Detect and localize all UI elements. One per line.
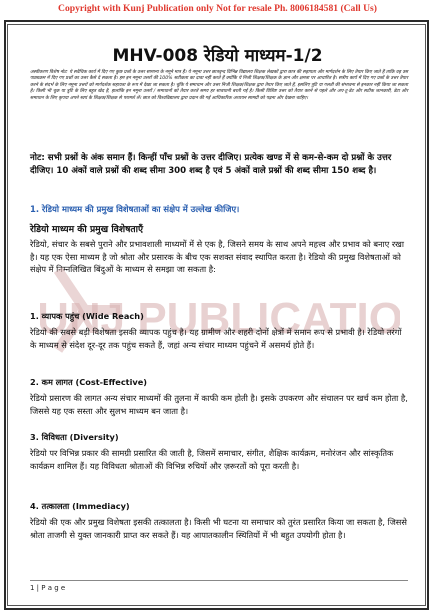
page-number: 1 | P a g e <box>30 584 66 592</box>
section-body: रेडियो की एक और प्रमुख विशेषता इसकी तत्कालता है। किसी भी घटना या समाचार को तुरंत प्रसारित किया जा सकता है, जिससे श्रोता ताजगी से युक्त जानकारी प्राप्त कर सकते हैं। यह आपातकालीन स्थितियों में भी बहुत उपयोगी होता है। <box>30 517 407 540</box>
disclaimer-text: अस्वीकरण विशेष नोट: ये सवैधिक कार्य में दिए गए कुछ प्रश्नों के उत्तर सामान्य के नमूने मात्र हैं। ये नमूना उत्तर छात्रवृन्द विभिन्न विद्यालय शिक्षक लेखकों द्वारा छात्र की सहायता और मार्गदर्शन के लिए तैयार किए जाते हैं ताकि वह उस पाठ्यक्रम में दिए गए प्रश्नों का उत्तर कैसे दे सकता है। हम इन नमूना उत्तरों की 100% सटीकता का दावा नहीं करते हैं क्योंकि ये निजी शिक्षक/शिक्षक के ज्ञान और क्षमता पर आधारित है। सत्रीय कार्य में दिए गए प्रश्नों के उत्तर तैयार करने के संदर्भ के लिए नमूना उत्तरों को मार्गदर्शक सहायता के रूप में देखा जा सकता है। चूंकि ये समाधान और उत्तर निजी शिक्षक/शिक्षक द्वारा तैयार किए जाते हैं, इसलिए त्रुटि या गलती की संभावना से इनकार नहीं किया जा सकता है। किसी भी चूक या त्रुटि के लिए बहुत खेद है, हालांकि इन नमूना उत्तरों / समाधानों को तैयार करते समय हर सावधानी बरती गई है। किसी विशिष्ट उत्तर को तैयार करने से पहले और अप-टू-डेट और सटीक जानकारी, डेटा और समाधान के लिए कृपया अपने स्वयं के शिक्षक/शिक्षक से परामर्श लें। छात्र को विश्वविद्यालय द्वारा प्रदान की गई आधिकारिक अध्ययन सामग्री को पढ़ना और देखना चाहिए। <box>30 70 408 101</box>
copyright-header: Copyright with Kunj Publication only Not for resale Ph. 8006184581 (Call Us) <box>58 3 377 14</box>
section-heading: 4. तत्कालता (Immediacy) <box>30 501 130 511</box>
section-body: रेडियो प्रसारण की लागत अन्य संचार माध्यमों की तुलना में काफी कम होती है। इसके उपकरण और संचालन पर खर्च कम होता है, जिससे यह एक सस्ता और सुलभ माध्यम बन जाता है। <box>30 393 408 416</box>
question-heading: 1. रेडियो माध्यम की प्रमुख विशेषताओं का संक्षेप में उल्लेख कीजिए। <box>30 204 240 214</box>
section-body: रेडियो की सबसे बड़ी विशेषता इसकी व्यापक पहुंच है। यह ग्रामीण और शहरी दोनों क्षेत्रों में समान रूप से प्रभावी है। रेडियो तरंगों के माध्यम से संदेश दूर-दूर तक पहुंच सकते हैं, जहां अन्य संचार माध्यम पहुंचने में असमर्थ होते हैं। <box>30 327 402 350</box>
document-title: MHV-008 रेडियो माध्यम-1/2 <box>112 46 323 66</box>
section-heading: 1. व्यापक पहुंच (Wide Reach) <box>30 311 144 321</box>
section-heading: 2. कम लागत (Cost-Effective) <box>30 377 148 387</box>
main-heading: रेडियो माध्यम की प्रमुख विशेषताएँ <box>30 224 144 235</box>
intro-paragraph: रेडियो, संचार के सबसे पुराने और प्रभावशाली माध्यमों में से एक है, जिसने समय के साथ अपने महत्त्व और प्रभाव को बनाए रखा है। यह एक ऐसा माध्यम है जो श्रोता और प्रसारक के बीच एक सशक्त संवाद स्थापित करता है। रेडियो की प्रमुख विशेषताओं को संक्षेप में निम्नलिखित बिंदुओं के माध्यम से समझा जा सकता है: <box>30 239 404 274</box>
footer-divider <box>30 580 408 581</box>
section-body: रेडियो पर विभिन्न प्रकार की सामग्री प्रसारित की जाती है, जिसमें समाचार, संगीत, शैक्षिक कार्यक्रम, मनोरंजन और सांस्कृतिक कार्यक्रम शामिल हैं। यह विविधता श्रोताओं की विभिन्न रुचियों और ज़रूरतों को पूरा करती है। <box>30 448 394 471</box>
instructions-note: नोट: सभी प्रश्नों के अंक समान हैं। किन्हीं पाँच प्रश्नों के उत्तर दीजिए। प्रत्येक खण्ड में से कम-से-कम दो प्रश्नों के उत्तर दीजिए। 10 अंकों वाले प्रश्नों की शब्द सीमा 300 शब्द है एवं 5 अंकों वाले प्रश्नों की शब्द सीमा 150 शब्द है। <box>30 153 392 176</box>
watermark-text: UNJ PUBLICATIO <box>40 294 400 343</box>
section-heading: 3. विविधता (Diversity) <box>30 432 119 442</box>
